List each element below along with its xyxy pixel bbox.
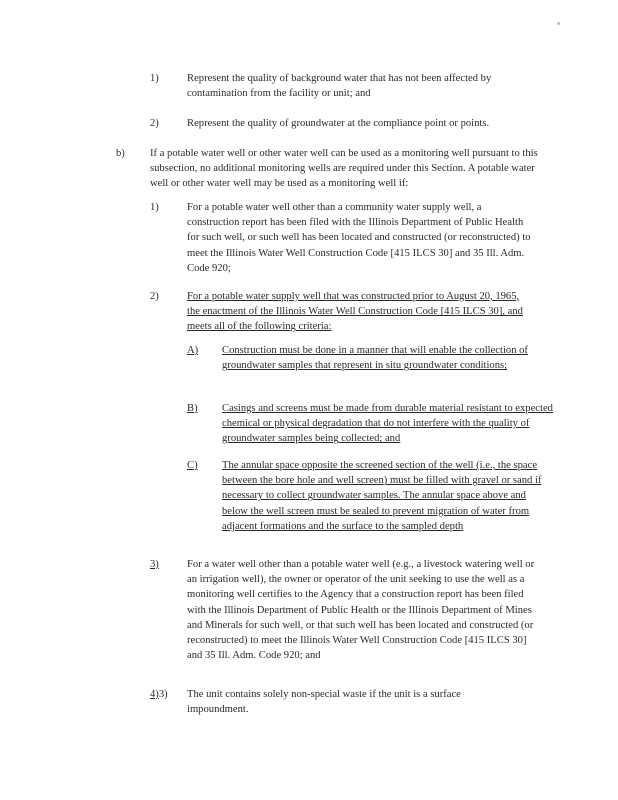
item-text: The unit contains solely non-special waste if the unit is a surface impoundment. [187, 689, 461, 716]
item-text-underlined: Construction must be done in a manner that will enable the collection of groundwater samples that represent in situ groundwater conditions; [222, 345, 528, 372]
item-text-underlined: For a potable water supply well that was constructed prior to August 20, 1965, the enactment of the Illinois Water Well Construction Code [415 ILCS 30], and meets all of the following criteria: [187, 291, 523, 333]
scan-speck [557, 22, 560, 25]
item-marker-underlined: C) [187, 460, 198, 471]
item-marker-underlined: A) [187, 345, 199, 356]
item-marker-underlined: B) [187, 403, 198, 414]
item-marker-old: 3) [158, 689, 168, 700]
item-marker: 1) [150, 73, 159, 84]
item-text: For a water well other than a potable water well (e.g., a livestock watering well or an irrigation well), the owner or operator of the unit seeking to use the well as a monitoring well certifies to the Agency that a construction report has been filed with the Illinois Department of Public Health or the Illinois Department of Mines and Minerals for such well, or that such well has been located and constructed (or reconstructed) to meet the Illinois Water Well Construction Code [415 ILCS 30] and 35 Ill. Adm. Code 920; and [187, 559, 535, 662]
item-marker: 1) [150, 202, 159, 213]
item-marker: 2) [150, 291, 159, 302]
subsection-marker: b) [116, 148, 125, 159]
item-text-underlined: The annular space opposite the screened section of the well (i.e., the space between the bore hole and well screen) must be filled with gravel or sand if necessary to collect groundwater samples. The annular space above and below the well screen must be sealed to prevent migration of water from adjacent formations and the surface to the sampled depth [222, 460, 542, 532]
item-text-underlined: Casings and screens must be made from durable material resistant to expected chemical or physical degradation that do not interfere with the quality of groundwater samples being collected; and [222, 403, 553, 445]
item-text: Represent the quality of background water that has not been affected by contamination from the facility or unit; and [187, 73, 492, 100]
item-marker-new: 4) [150, 689, 159, 700]
item-marker-underlined: 3) [150, 559, 159, 570]
item-marker: 2) [150, 118, 159, 129]
item-text: For a potable water well other than a community water supply well, a construction report has been filed with the Illinois Department of Public Health for such well, or such well has been located and constructed (or reconstructed) to meet the Illinois Water Well Construction Code [415 ILCS 30] and 35 Ill. Adm. Code 920; [187, 202, 531, 274]
subsection-text: If a potable water well or other water well can be used as a monitoring well pursuant to this subsection, no additional monitoring wells are required under this Section. A potable water well or other water well may be used as a monitoring well if: [150, 148, 538, 190]
item-marker-revised [150, 687, 168, 702]
item-text: Represent the quality of groundwater at the compliance point or points. [187, 118, 490, 129]
